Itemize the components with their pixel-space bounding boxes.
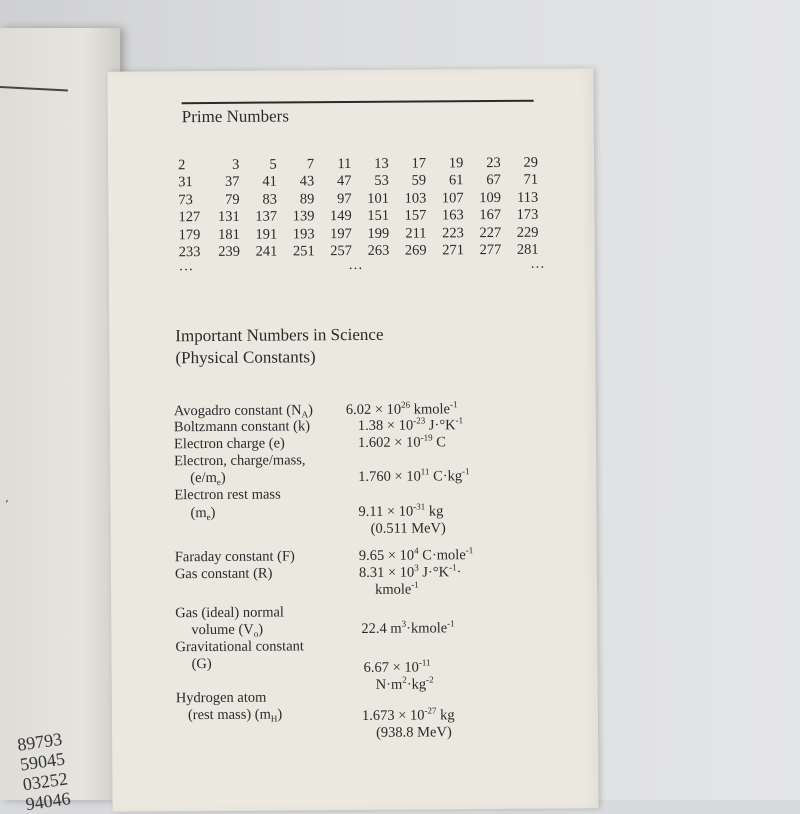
constant-value: 9.65 × 10 xyxy=(358,547,415,564)
prime-number: 157 xyxy=(404,207,427,224)
constant-extra: (938.8 MeV) xyxy=(375,724,452,741)
prime-number: 181 xyxy=(218,226,240,243)
prime-number: 109 xyxy=(479,189,501,206)
constant-label: Boltzmann constant (k) xyxy=(173,418,311,436)
prime-number: 89 xyxy=(299,191,315,208)
left-number: 03252 xyxy=(21,768,69,795)
prime-number: 173 xyxy=(516,206,539,224)
prime-number: 31 xyxy=(178,174,193,191)
prime-number: 19 xyxy=(448,155,464,172)
prime-number: 211 xyxy=(405,225,427,242)
constants-table: Avogadro constant $(N_A)$ $6.02 \times 10^{26}$ kmole$^{-1}$ Boltzmann constant (k) $1.38 \times 10^{-23}$ $J\cdot^\circ K^{-1}$ Electron charge (e) $1.602 \times 10^{-19}$ C Electron, charge/mass, $(e/m_e)$ $1.760 \times 10^{11}$ $C\cdot kg^{-1}$ Electron rest mass $(m_e)$ $9.11 \times 10^{-31}$ kg (0.511 MeV) Faraday constant (F) $9.65 \times 10^4$ C·mole$^{-1}$ Gas constant (R) $8.31 \times 10^3$ $J\cdot^\circ K^{-1}\cdot$ kmole$^{-1}$ Gas (ideal) normal volume $(V_o)$ 22.4 $m^3\cdot kmole^{-1}$ Gravitational constant (G) $6.67 \times 10^{-11}$ $N\cdot m^2\cdot kg^{-2}$ Hydrogen atom (rest mass) $(m_H)$ $1.673 \times 10^{-27}$ kg (938.8 MeV) xyxy=(173,399,474,741)
prime-number: 149 xyxy=(329,208,352,225)
prime-number: 179 xyxy=(178,226,201,243)
prime-ellipsis: … xyxy=(348,257,363,274)
prime-number: 29 xyxy=(523,154,539,171)
prime-ellipsis: … xyxy=(530,256,545,273)
left-number: 59045 xyxy=(18,748,67,775)
prime-number: 43 xyxy=(299,173,315,190)
page-top-rule xyxy=(182,100,534,104)
prime-number: 17 xyxy=(411,155,427,172)
constant-label: Electron, charge/mass, xyxy=(174,452,306,470)
prime-number: 97 xyxy=(337,190,352,207)
prime-number: 127 xyxy=(178,209,201,226)
constant-value: 22.4 m xyxy=(361,620,402,637)
prime-number: 137 xyxy=(255,208,278,225)
prime-number: 257 xyxy=(330,243,353,260)
left-page-rule xyxy=(0,86,68,92)
constant-value: 1.673 × 10 xyxy=(361,707,425,724)
prime-number: 83 xyxy=(262,191,278,208)
prime-number: 47 xyxy=(336,173,352,190)
prime-number: 5 xyxy=(269,156,277,173)
prime-number: 61 xyxy=(448,172,464,189)
prime-number: 139 xyxy=(292,208,315,225)
book-page xyxy=(107,68,598,811)
prime-number: 13 xyxy=(374,155,389,172)
prime-number: 59 xyxy=(411,172,427,189)
prime-number: 41 xyxy=(262,173,277,191)
prime-number: 103 xyxy=(404,190,427,207)
prime-number: 233 xyxy=(178,244,201,261)
prime-number: 281 xyxy=(516,241,539,258)
constant-label: Electron charge (e) xyxy=(173,435,285,453)
prime-number: 241 xyxy=(255,243,278,260)
constant-label: Electron rest mass xyxy=(174,486,281,504)
science-title-line2: (Physical Constants) xyxy=(175,347,316,368)
prime-number: 101 xyxy=(367,190,390,207)
prime-number: 37 xyxy=(224,174,240,191)
prime-ellipsis: … xyxy=(178,258,194,275)
prime-number: 113 xyxy=(516,189,539,206)
prime-number: 3 xyxy=(232,156,240,173)
constant-value: 1.760 × 10 xyxy=(358,468,421,485)
prime-number: 269 xyxy=(404,242,427,259)
prime-number: 199 xyxy=(367,225,390,242)
prime-number: 251 xyxy=(292,243,315,260)
prime-number: 67 xyxy=(486,172,501,189)
left-number: 94046 xyxy=(24,788,72,814)
prime-number: 223 xyxy=(442,224,464,241)
constant-value: 6.67 × 10 xyxy=(363,659,419,676)
prime-number: 197 xyxy=(330,225,352,242)
constant-extra: N·m xyxy=(375,676,403,693)
constant-label: Gas constant (R) xyxy=(174,565,273,583)
prime-number: 71 xyxy=(523,172,539,189)
prime-number-table xyxy=(178,154,545,275)
constant-label: Faraday constant (F) xyxy=(174,548,295,566)
constant-value: 1.38 × 10 xyxy=(357,417,414,434)
prime-number: 191 xyxy=(255,226,278,243)
prime-number: 2 xyxy=(178,157,186,174)
prime-number: 271 xyxy=(442,242,465,259)
prime-number: 73 xyxy=(178,191,193,209)
constant-value: 8.31 × 10 xyxy=(358,564,415,581)
left-page-mark: ’ xyxy=(5,498,9,512)
prime-number: 53 xyxy=(374,173,389,190)
constant-extra: (0.511 MeV) xyxy=(370,520,446,537)
prime-number: 151 xyxy=(367,207,390,225)
constant-label: Avogadro constant (N xyxy=(173,402,302,420)
left-page-numbers xyxy=(16,727,87,814)
prime-number: 229 xyxy=(516,224,539,241)
prime-number: 79 xyxy=(225,191,240,208)
prime-number: 227 xyxy=(479,224,502,241)
left-number: 89793 xyxy=(16,728,64,755)
prime-number: 11 xyxy=(337,156,352,173)
constant-value: 6.02 × 10 xyxy=(345,401,402,419)
prime-number: 107 xyxy=(441,190,464,207)
constant-value: 9.11 × 10 xyxy=(358,503,414,520)
constant-label: Gas (ideal) normal xyxy=(175,604,284,622)
constant-label: Hydrogen atom xyxy=(175,689,267,707)
prime-number: 167 xyxy=(479,207,502,224)
prime-number: 163 xyxy=(441,207,464,224)
prime-number: 277 xyxy=(479,241,502,259)
prime-number: 7 xyxy=(306,156,315,173)
constant-extra: kmole xyxy=(374,581,412,598)
constant-value: 1.602 × 10 xyxy=(357,434,421,451)
prime-number: 193 xyxy=(292,225,315,243)
prime-number: 239 xyxy=(218,243,241,260)
prime-numbers-title: Prime Numbers xyxy=(181,106,289,127)
prime-number: 131 xyxy=(217,209,240,226)
prime-number: 263 xyxy=(367,242,390,259)
left-book-page xyxy=(0,28,120,814)
constant-label: Gravitational constant xyxy=(175,638,304,656)
science-title-line1: Important Numbers in Science xyxy=(175,324,384,346)
prime-number: 23 xyxy=(486,154,501,172)
